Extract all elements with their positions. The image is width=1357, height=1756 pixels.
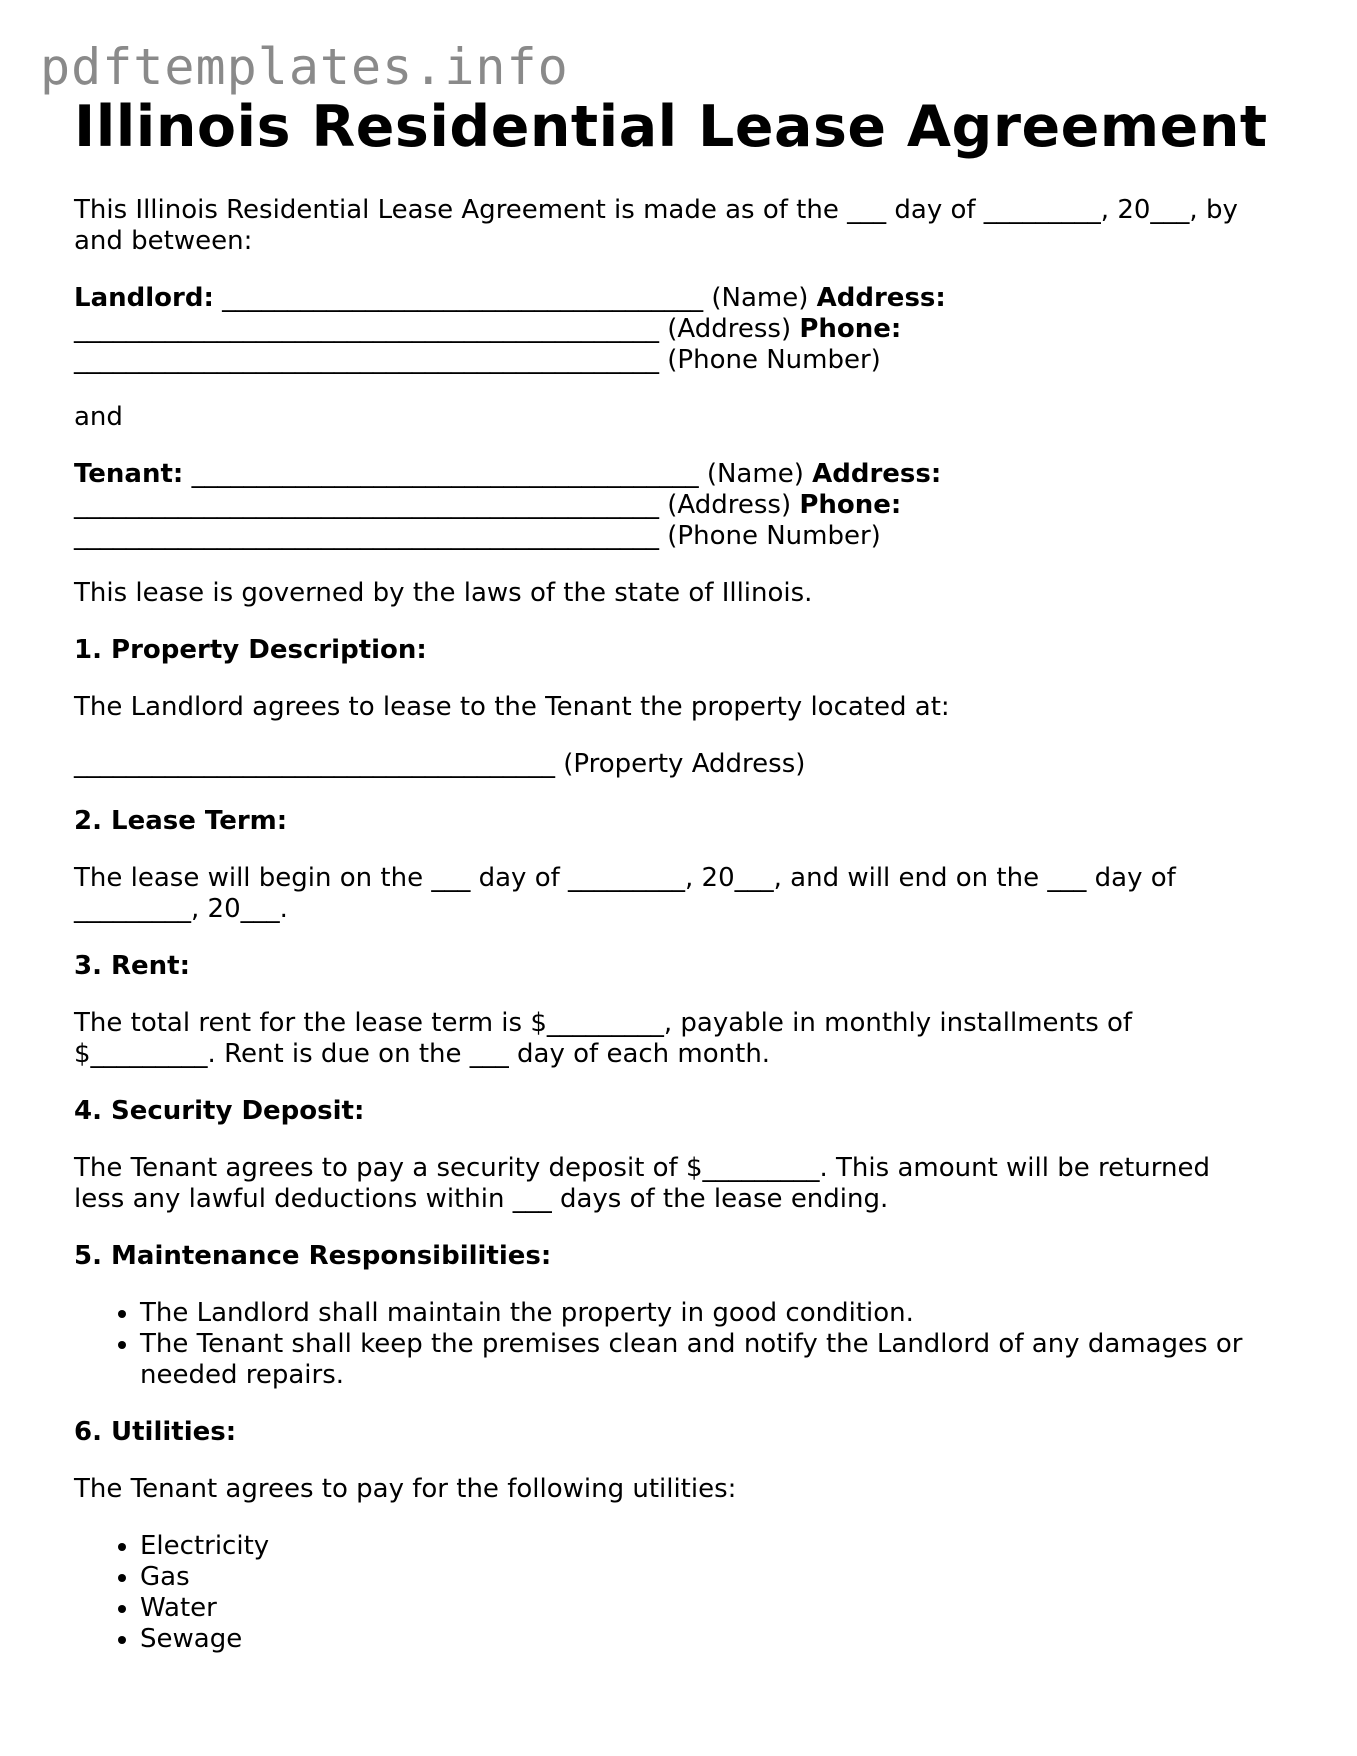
- list-item: • Electricity: [140, 1531, 1294, 1562]
- tenant-name-field[interactable]: _______________________________________ (Name): [183, 458, 813, 489]
- deposit-line-2: less any lawful deductions within ___ days of the lease ending.: [74, 1183, 889, 1214]
- deposit-line-1: The Tenant agrees to pay a security deposit of $_________. This amount will be returned: [74, 1152, 1210, 1183]
- tenant-phone-field[interactable]: _____________________________________________ (Phone Number): [74, 520, 881, 551]
- section-property-text: The Landlord agrees to lease to the Tenant the property located at:: [74, 691, 950, 722]
- section-utilities-text: The Tenant agrees to pay for the following utilities:: [74, 1473, 737, 1504]
- utilities-list: [74, 1531, 1294, 1655]
- watermark: pdftemplates.info: [40, 38, 569, 96]
- landlord-address-label: Address:: [816, 282, 946, 313]
- rent-line-2: $_________. Rent is due on the ___ day of each month.: [74, 1038, 771, 1069]
- term-line-2: _________, 20___.: [74, 893, 288, 924]
- intro-line-2: and between:: [74, 225, 253, 256]
- and-text: and: [74, 401, 123, 432]
- tenant-address-label: Address:: [812, 458, 942, 489]
- section-term-text: [74, 863, 1294, 925]
- landlord-label: Landlord:: [74, 282, 214, 313]
- landlord-block: [74, 283, 1294, 376]
- section-deposit-text: [74, 1153, 1294, 1215]
- term-line-1: The lease will begin on the ___ day of _________, 20___, and will end on the ___ day of: [74, 862, 1176, 893]
- maintenance-list: [74, 1298, 1294, 1391]
- section-maintenance-heading: 5. Maintenance Responsibilities:: [74, 1240, 552, 1271]
- intro-line-1: This Illinois Residential Lease Agreement is made as of the ___ day of _________, 20___, by: [74, 194, 1238, 225]
- section-property-heading: 1. Property Description:: [74, 634, 427, 665]
- governing-law: This lease is governed by the laws of the state of Illinois.: [74, 577, 813, 608]
- list-item: • The Tenant shall keep the premises clean and notify the Landlord of any damages or needed repairs.: [140, 1329, 1294, 1391]
- landlord-address-field[interactable]: _____________________________________________ (Address): [74, 313, 800, 344]
- landlord-phone-field[interactable]: _____________________________________________ (Phone Number): [74, 344, 881, 375]
- section-term-heading: 2. Lease Term:: [74, 805, 288, 836]
- intro-paragraph: [74, 195, 1294, 257]
- list-item: • Sewage: [140, 1624, 1294, 1655]
- section-deposit-heading: 4. Security Deposit:: [74, 1095, 365, 1126]
- document-page: [74, 96, 1294, 1655]
- document-title: Illinois Residential Lease Agreement: [74, 94, 1268, 160]
- section-rent-text: [74, 1008, 1294, 1070]
- section-rent-heading: 3. Rent:: [74, 950, 191, 981]
- landlord-name-field[interactable]: _____________________________________ (Name): [213, 282, 817, 313]
- tenant-block: [74, 459, 1294, 552]
- rent-line-1: The total rent for the lease term is $_________, payable in monthly installments of: [74, 1007, 1133, 1038]
- property-address-field[interactable]: _____________________________________ (Property Address): [74, 748, 806, 779]
- list-item: • The Landlord shall maintain the property in good condition.: [140, 1298, 1294, 1329]
- tenant-address-field[interactable]: _____________________________________________ (Address): [74, 489, 800, 520]
- list-item: • Water: [140, 1593, 1294, 1624]
- tenant-phone-label: Phone:: [799, 489, 902, 520]
- section-utilities-heading: 6. Utilities:: [74, 1416, 237, 1447]
- tenant-label: Tenant:: [74, 458, 184, 489]
- list-item: • Gas: [140, 1562, 1294, 1593]
- landlord-phone-label: Phone:: [799, 313, 902, 344]
